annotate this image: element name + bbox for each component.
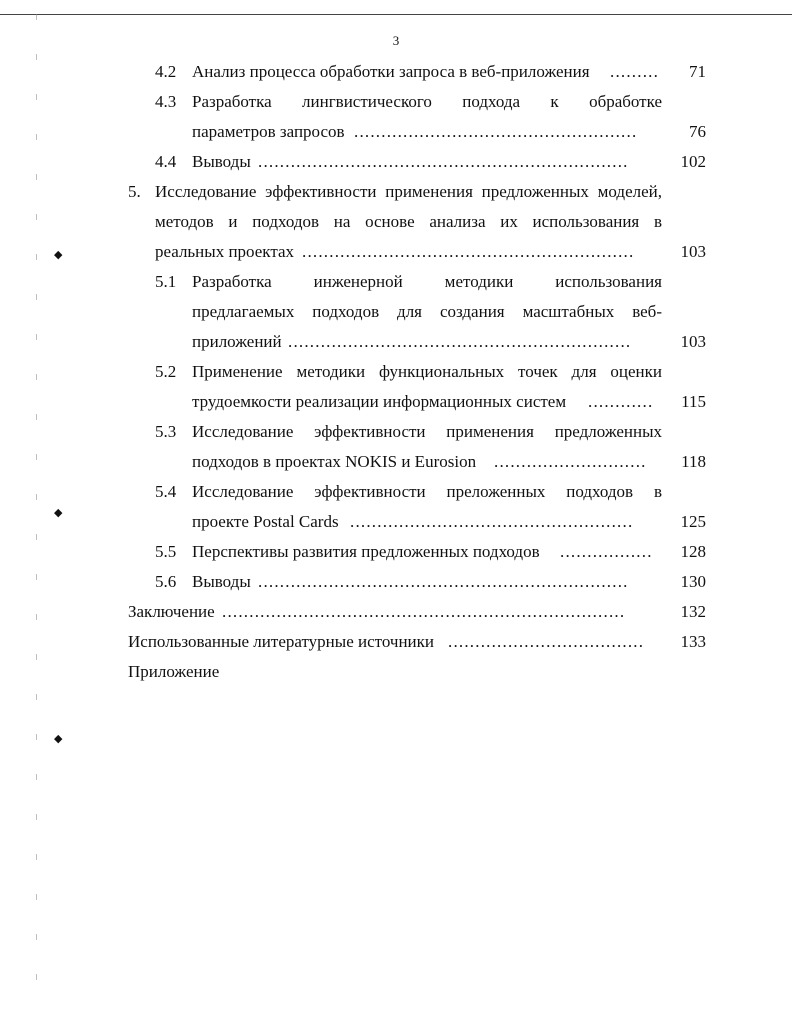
toc-entry-number: 5.2: [155, 362, 177, 381]
toc-entry-title: Перспективы развития предложенных подходов: [192, 542, 540, 561]
page-number: 3: [392, 33, 400, 48]
leader-dots: .........: [610, 62, 660, 81]
toc-entry-title: Исследование эффективности применения предложенных моделей,: [155, 182, 662, 201]
punch-hole-mark: ◆: [54, 507, 63, 519]
leader-dots: ..........................................................................: [222, 602, 626, 621]
toc-page-ref: 133: [680, 632, 706, 651]
toc-page-ref: 125: [680, 512, 706, 531]
toc-entry-title-cont: параметров запросов: [192, 122, 345, 141]
toc-page-ref: 103: [680, 332, 706, 351]
toc-entry-number: 5.: [128, 182, 141, 201]
leader-dots: ............: [588, 392, 654, 411]
leader-dots: .................: [560, 542, 653, 561]
toc-entry-title-cont: подходов в проектах NOKIS и Eurosion: [192, 452, 477, 471]
leader-dots: ....................................................................: [258, 152, 629, 171]
toc-page-ref: 118: [681, 452, 706, 471]
toc-page-ref: 102: [680, 152, 706, 171]
toc-entry-title-cont: предлагаемых подходов для создания масштабных веб-: [192, 302, 662, 321]
toc-entry-title: Разработка лингвистического подхода к обработке: [192, 92, 662, 111]
leader-dots: ....................................................: [350, 512, 634, 531]
toc-entry-number: 4.2: [155, 62, 177, 81]
toc-entry-title-cont: проекте Postal Cards: [192, 512, 339, 531]
toc-entry-number: 4.3: [155, 92, 177, 111]
toc-entry-title: Исследование эффективности преложенных подходов в: [192, 482, 662, 501]
toc-entry-title-cont: методов и подходов на основе анализа их использования в: [155, 212, 662, 231]
toc-entry-title: Использованные литературные источники: [128, 632, 434, 651]
toc-entry-number: 5.1: [155, 272, 177, 291]
toc-entry-number: 5.6: [155, 572, 177, 591]
toc-entry-title-cont: трудоемкости реализации информационных систем: [192, 392, 567, 411]
toc-page-ref: 128: [680, 542, 706, 561]
leader-dots: ...............................................................: [288, 332, 632, 351]
toc-entry-title: Приложение: [128, 662, 220, 681]
leader-dots: ............................: [494, 452, 647, 471]
toc-page-ref: 103: [680, 242, 706, 261]
toc-entry-title: Исследование эффективности применения предложенных: [192, 422, 662, 441]
leader-dots: ....................................: [448, 632, 645, 651]
leader-dots: ....................................................................: [258, 572, 629, 591]
toc-entry-title: Выводы: [192, 572, 251, 591]
toc-page-ref: 115: [681, 392, 706, 411]
toc-page-ref: 132: [680, 602, 706, 621]
toc-entry-title: Применение методики функциональных точек для оценки: [192, 362, 662, 381]
toc-page-ref: 130: [680, 572, 706, 591]
punch-hole-mark: ◆: [54, 249, 63, 261]
toc-entry-title: Выводы: [192, 152, 251, 171]
punch-hole-mark: ◆: [54, 733, 63, 745]
toc-page-ref: 76: [689, 122, 706, 141]
leader-dots: ....................................................: [354, 122, 638, 141]
toc-entry-title: Заключение: [128, 602, 215, 621]
toc-entry-number: 5.4: [155, 482, 177, 501]
toc-entry-number: 5.5: [155, 542, 177, 561]
toc-entry-title: Разработка инженерной методики использования: [192, 272, 662, 291]
scan-left-edge: [36, 14, 37, 1014]
toc-entry-number: 5.3: [155, 422, 177, 441]
toc-entry-number: 4.4: [155, 152, 177, 171]
scan-top-edge: [0, 0, 792, 15]
toc-page-ref: 71: [689, 62, 706, 81]
toc-entry-title: Анализ процесса обработки запроса в веб-приложения: [192, 62, 590, 81]
leader-dots: .............................................................: [302, 242, 635, 261]
toc-entry-title-cont: приложений: [192, 332, 282, 351]
toc-entry-title-cont: реальных проектах: [155, 242, 295, 261]
